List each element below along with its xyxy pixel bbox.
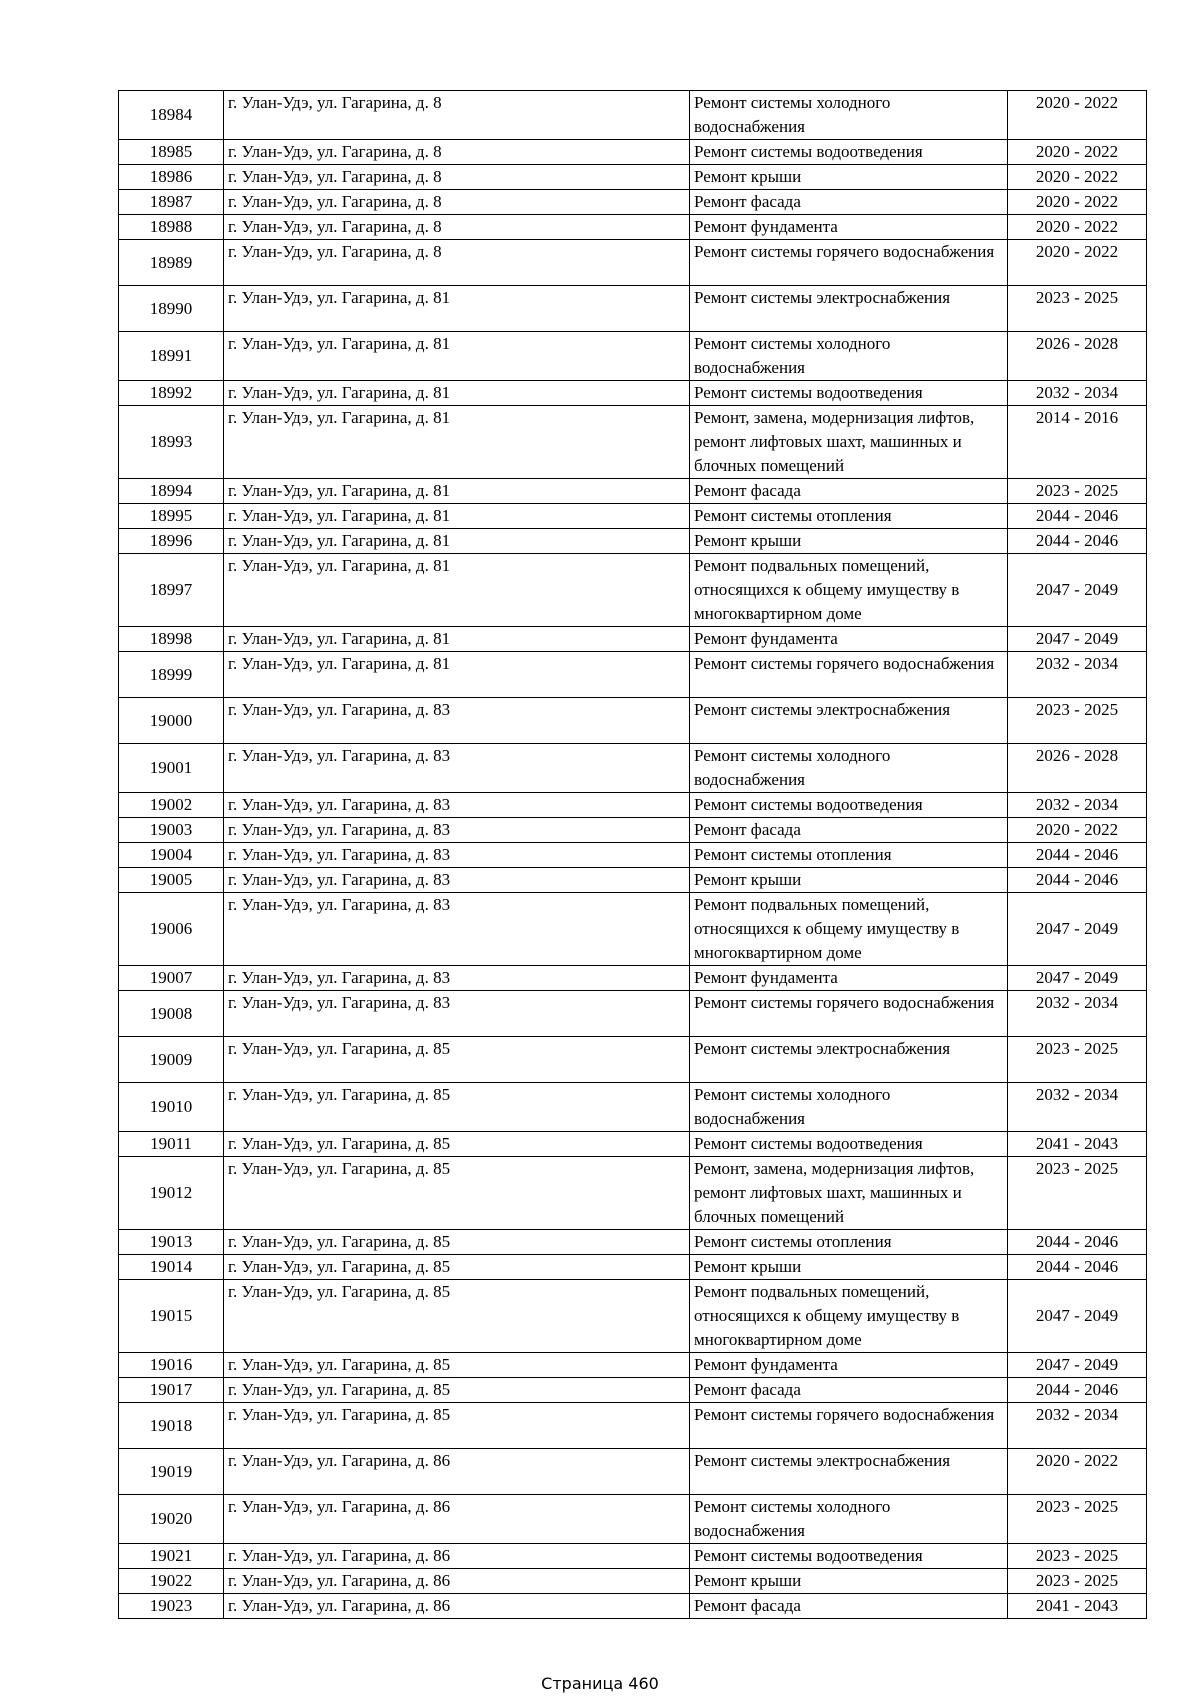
- row-work-type: Ремонт подвальных помещений, относящихся к общему имуществу в многоквартирном доме: [690, 554, 1008, 627]
- row-number: 18984: [119, 91, 224, 140]
- row-period: 2023 - 2025: [1008, 1544, 1147, 1569]
- table-row: [119, 1495, 1147, 1544]
- row-number: 19011: [119, 1132, 224, 1157]
- row-work-type: Ремонт системы водоотведения: [690, 793, 1008, 818]
- table-row: [119, 91, 1147, 140]
- row-number: 18992: [119, 381, 224, 406]
- row-work-type: Ремонт, замена, модернизация лифтов, ремонт лифтовых шахт, машинных и блочных помещений: [690, 1157, 1008, 1230]
- row-period: 2023 - 2025: [1008, 286, 1147, 332]
- row-number: 19012: [119, 1157, 224, 1230]
- row-number: 18995: [119, 504, 224, 529]
- row-work-type: Ремонт крыши: [690, 529, 1008, 554]
- row-number: 18996: [119, 529, 224, 554]
- row-number: 19016: [119, 1353, 224, 1378]
- row-period: 2014 - 2016: [1008, 406, 1147, 479]
- row-work-type: Ремонт системы отопления: [690, 504, 1008, 529]
- table-row: [119, 843, 1147, 868]
- row-work-type: Ремонт системы водоотведения: [690, 140, 1008, 165]
- row-work-type: Ремонт фундамента: [690, 627, 1008, 652]
- row-number: 19020: [119, 1495, 224, 1544]
- row-address: г. Улан-Удэ, ул. Гагарина, д. 83: [224, 868, 690, 893]
- row-period: 2020 - 2022: [1008, 91, 1147, 140]
- row-address: г. Улан-Удэ, ул. Гагарина, д. 81: [224, 529, 690, 554]
- row-number: 19004: [119, 843, 224, 868]
- row-work-type: Ремонт системы отопления: [690, 1230, 1008, 1255]
- row-work-type: Ремонт фасада: [690, 818, 1008, 843]
- row-period: 2044 - 2046: [1008, 504, 1147, 529]
- table-row: [119, 554, 1147, 627]
- row-work-type: Ремонт системы водоотведения: [690, 1544, 1008, 1569]
- row-address: г. Улан-Удэ, ул. Гагарина, д. 81: [224, 652, 690, 698]
- table-row: [119, 1569, 1147, 1594]
- row-period: 2020 - 2022: [1008, 818, 1147, 843]
- row-address: г. Улан-Удэ, ул. Гагарина, д. 85: [224, 1083, 690, 1132]
- row-period: 2020 - 2022: [1008, 1449, 1147, 1495]
- row-address: г. Улан-Удэ, ул. Гагарина, д. 81: [224, 406, 690, 479]
- table-row: [119, 652, 1147, 698]
- row-number: 19000: [119, 698, 224, 744]
- table-row: [119, 1157, 1147, 1230]
- row-work-type: Ремонт системы холодного водоснабжения: [690, 91, 1008, 140]
- row-address: г. Улан-Удэ, ул. Гагарина, д. 8: [224, 190, 690, 215]
- row-period: 2041 - 2043: [1008, 1594, 1147, 1619]
- row-address: г. Улан-Удэ, ул. Гагарина, д. 83: [224, 991, 690, 1037]
- row-address: г. Улан-Удэ, ул. Гагарина, д. 85: [224, 1403, 690, 1449]
- row-number: 19015: [119, 1280, 224, 1353]
- row-address: г. Улан-Удэ, ул. Гагарина, д. 83: [224, 893, 690, 966]
- row-number: 18991: [119, 332, 224, 381]
- row-address: г. Улан-Удэ, ул. Гагарина, д. 85: [224, 1132, 690, 1157]
- row-number: 19006: [119, 893, 224, 966]
- row-number: 18988: [119, 215, 224, 240]
- row-address: г. Улан-Удэ, ул. Гагарина, д. 83: [224, 793, 690, 818]
- row-address: г. Улан-Удэ, ул. Гагарина, д. 8: [224, 91, 690, 140]
- table-row: [119, 529, 1147, 554]
- row-number: 19001: [119, 744, 224, 793]
- row-address: г. Улан-Удэ, ул. Гагарина, д. 85: [224, 1353, 690, 1378]
- row-period: 2026 - 2028: [1008, 744, 1147, 793]
- row-work-type: Ремонт фасада: [690, 479, 1008, 504]
- row-address: г. Улан-Удэ, ул. Гагарина, д. 8: [224, 165, 690, 190]
- row-period: 2023 - 2025: [1008, 1037, 1147, 1083]
- row-work-type: Ремонт системы водоотведения: [690, 1132, 1008, 1157]
- row-period: 2032 - 2034: [1008, 1403, 1147, 1449]
- row-work-type: Ремонт системы холодного водоснабжения: [690, 1083, 1008, 1132]
- row-work-type: Ремонт системы горячего водоснабжения: [690, 991, 1008, 1037]
- table-row: [119, 1255, 1147, 1280]
- row-period: 2032 - 2034: [1008, 793, 1147, 818]
- row-address: г. Улан-Удэ, ул. Гагарина, д. 81: [224, 479, 690, 504]
- row-number: 18986: [119, 165, 224, 190]
- row-address: г. Улан-Удэ, ул. Гагарина, д. 83: [224, 966, 690, 991]
- table-row: [119, 744, 1147, 793]
- row-work-type: Ремонт системы электроснабжения: [690, 1037, 1008, 1083]
- row-address: г. Улан-Удэ, ул. Гагарина, д. 8: [224, 215, 690, 240]
- row-period: 2032 - 2034: [1008, 652, 1147, 698]
- table-row: [119, 1132, 1147, 1157]
- table-row: [119, 479, 1147, 504]
- row-address: г. Улан-Удэ, ул. Гагарина, д. 86: [224, 1569, 690, 1594]
- table-row: [119, 240, 1147, 286]
- page-footer: Страница 460: [541, 1674, 659, 1693]
- row-address: г. Улан-Удэ, ул. Гагарина, д. 86: [224, 1495, 690, 1544]
- row-work-type: Ремонт системы холодного водоснабжения: [690, 1495, 1008, 1544]
- row-number: 19019: [119, 1449, 224, 1495]
- row-work-type: Ремонт фундамента: [690, 215, 1008, 240]
- row-work-type: Ремонт подвальных помещений, относящихся к общему имуществу в многоквартирном доме: [690, 1280, 1008, 1353]
- row-address: г. Улан-Удэ, ул. Гагарина, д. 83: [224, 818, 690, 843]
- row-period: 2032 - 2034: [1008, 1083, 1147, 1132]
- row-period: 2047 - 2049: [1008, 966, 1147, 991]
- row-address: г. Улан-Удэ, ул. Гагарина, д. 83: [224, 843, 690, 868]
- row-period: 2044 - 2046: [1008, 868, 1147, 893]
- table-row: [119, 140, 1147, 165]
- row-period: 2047 - 2049: [1008, 1353, 1147, 1378]
- row-address: г. Улан-Удэ, ул. Гагарина, д. 83: [224, 744, 690, 793]
- row-period: 2044 - 2046: [1008, 1230, 1147, 1255]
- row-work-type: Ремонт системы электроснабжения: [690, 286, 1008, 332]
- table-row: [119, 698, 1147, 744]
- row-number: 18985: [119, 140, 224, 165]
- row-work-type: Ремонт крыши: [690, 1569, 1008, 1594]
- table-row: [119, 627, 1147, 652]
- table-row: [119, 1449, 1147, 1495]
- row-work-type: Ремонт фасада: [690, 1594, 1008, 1619]
- row-number: 19002: [119, 793, 224, 818]
- table-row: [119, 991, 1147, 1037]
- table-body: [119, 91, 1147, 1619]
- row-address: г. Улан-Удэ, ул. Гагарина, д. 81: [224, 504, 690, 529]
- row-period: 2023 - 2025: [1008, 479, 1147, 504]
- row-period: 2020 - 2022: [1008, 215, 1147, 240]
- row-period: 2041 - 2043: [1008, 1132, 1147, 1157]
- row-number: 19013: [119, 1230, 224, 1255]
- row-work-type: Ремонт системы горячего водоснабжения: [690, 1403, 1008, 1449]
- table-row: [119, 1280, 1147, 1353]
- row-address: г. Улан-Удэ, ул. Гагарина, д. 86: [224, 1449, 690, 1495]
- row-number: 18993: [119, 406, 224, 479]
- table-row: [119, 406, 1147, 479]
- row-number: 18999: [119, 652, 224, 698]
- row-number: 19018: [119, 1403, 224, 1449]
- row-number: 18997: [119, 554, 224, 627]
- row-period: 2023 - 2025: [1008, 1569, 1147, 1594]
- row-address: г. Улан-Удэ, ул. Гагарина, д. 85: [224, 1378, 690, 1403]
- row-number: 19017: [119, 1378, 224, 1403]
- table-row: [119, 286, 1147, 332]
- row-address: г. Улан-Удэ, ул. Гагарина, д. 85: [224, 1230, 690, 1255]
- row-address: г. Улан-Удэ, ул. Гагарина, д. 83: [224, 698, 690, 744]
- table-row: [119, 1353, 1147, 1378]
- row-address: г. Улан-Удэ, ул. Гагарина, д. 85: [224, 1037, 690, 1083]
- row-work-type: Ремонт системы электроснабжения: [690, 698, 1008, 744]
- row-address: г. Улан-Удэ, ул. Гагарина, д. 85: [224, 1255, 690, 1280]
- table-row: [119, 1230, 1147, 1255]
- row-work-type: Ремонт фасада: [690, 1378, 1008, 1403]
- row-address: г. Улан-Удэ, ул. Гагарина, д. 81: [224, 286, 690, 332]
- row-period: 2044 - 2046: [1008, 529, 1147, 554]
- row-address: г. Улан-Удэ, ул. Гагарина, д. 8: [224, 140, 690, 165]
- row-period: 2020 - 2022: [1008, 240, 1147, 286]
- row-number: 18990: [119, 286, 224, 332]
- table-row: [119, 504, 1147, 529]
- row-number: 19014: [119, 1255, 224, 1280]
- row-number: 19022: [119, 1569, 224, 1594]
- table-row: [119, 1083, 1147, 1132]
- table-row: [119, 1403, 1147, 1449]
- row-period: 2020 - 2022: [1008, 190, 1147, 215]
- row-number: 19003: [119, 818, 224, 843]
- row-work-type: Ремонт крыши: [690, 1255, 1008, 1280]
- row-address: г. Улан-Удэ, ул. Гагарина, д. 85: [224, 1280, 690, 1353]
- table-row: [119, 215, 1147, 240]
- row-work-type: Ремонт системы горячего водоснабжения: [690, 652, 1008, 698]
- row-number: 18987: [119, 190, 224, 215]
- row-work-type: Ремонт, замена, модернизация лифтов, ремонт лифтовых шахт, машинных и блочных помещений: [690, 406, 1008, 479]
- row-number: 18998: [119, 627, 224, 652]
- row-address: г. Улан-Удэ, ул. Гагарина, д. 81: [224, 381, 690, 406]
- row-period: 2047 - 2049: [1008, 893, 1147, 966]
- table-row: [119, 966, 1147, 991]
- row-number: 18989: [119, 240, 224, 286]
- row-number: 18994: [119, 479, 224, 504]
- row-number: 19009: [119, 1037, 224, 1083]
- row-address: г. Улан-Удэ, ул. Гагарина, д. 86: [224, 1544, 690, 1569]
- row-work-type: Ремонт системы холодного водоснабжения: [690, 332, 1008, 381]
- row-work-type: Ремонт системы холодного водоснабжения: [690, 744, 1008, 793]
- row-address: г. Улан-Удэ, ул. Гагарина, д. 85: [224, 1157, 690, 1230]
- row-period: 2047 - 2049: [1008, 627, 1147, 652]
- table-row: [119, 332, 1147, 381]
- table-row: [119, 1037, 1147, 1083]
- row-work-type: Ремонт системы электроснабжения: [690, 1449, 1008, 1495]
- row-address: г. Улан-Удэ, ул. Гагарина, д. 81: [224, 332, 690, 381]
- row-period: 2023 - 2025: [1008, 1495, 1147, 1544]
- table-row: [119, 868, 1147, 893]
- table-row: [119, 381, 1147, 406]
- table-row: [119, 818, 1147, 843]
- row-work-type: Ремонт системы горячего водоснабжения: [690, 240, 1008, 286]
- row-address: г. Улан-Удэ, ул. Гагарина, д. 86: [224, 1594, 690, 1619]
- row-work-type: Ремонт крыши: [690, 868, 1008, 893]
- row-period: 2047 - 2049: [1008, 1280, 1147, 1353]
- row-work-type: Ремонт фундамента: [690, 1353, 1008, 1378]
- table-row: [119, 793, 1147, 818]
- row-number: 19023: [119, 1594, 224, 1619]
- row-period: 2044 - 2046: [1008, 843, 1147, 868]
- row-work-type: Ремонт системы отопления: [690, 843, 1008, 868]
- row-period: 2023 - 2025: [1008, 698, 1147, 744]
- row-work-type: Ремонт подвальных помещений, относящихся к общему имуществу в многоквартирном доме: [690, 893, 1008, 966]
- table-row: [119, 1378, 1147, 1403]
- row-period: 2047 - 2049: [1008, 554, 1147, 627]
- table-row: [119, 165, 1147, 190]
- row-number: 19021: [119, 1544, 224, 1569]
- row-period: 2044 - 2046: [1008, 1255, 1147, 1280]
- row-work-type: Ремонт фасада: [690, 190, 1008, 215]
- row-number: 19007: [119, 966, 224, 991]
- row-period: 2023 - 2025: [1008, 1157, 1147, 1230]
- row-number: 19010: [119, 1083, 224, 1132]
- row-period: 2032 - 2034: [1008, 991, 1147, 1037]
- row-period: 2044 - 2046: [1008, 1378, 1147, 1403]
- row-address: г. Улан-Удэ, ул. Гагарина, д. 81: [224, 554, 690, 627]
- table-row: [119, 893, 1147, 966]
- table-row: [119, 1594, 1147, 1619]
- row-work-type: Ремонт системы водоотведения: [690, 381, 1008, 406]
- table-row: [119, 1544, 1147, 1569]
- row-period: 2032 - 2034: [1008, 381, 1147, 406]
- row-work-type: Ремонт крыши: [690, 165, 1008, 190]
- row-period: 2020 - 2022: [1008, 165, 1147, 190]
- row-address: г. Улан-Удэ, ул. Гагарина, д. 8: [224, 240, 690, 286]
- table-row: [119, 190, 1147, 215]
- row-work-type: Ремонт фундамента: [690, 966, 1008, 991]
- row-period: 2026 - 2028: [1008, 332, 1147, 381]
- row-address: г. Улан-Удэ, ул. Гагарина, д. 81: [224, 627, 690, 652]
- capital-repair-table: [118, 90, 1147, 1619]
- document-sheet: [118, 90, 1146, 1619]
- row-period: 2020 - 2022: [1008, 140, 1147, 165]
- row-number: 19005: [119, 868, 224, 893]
- row-number: 19008: [119, 991, 224, 1037]
